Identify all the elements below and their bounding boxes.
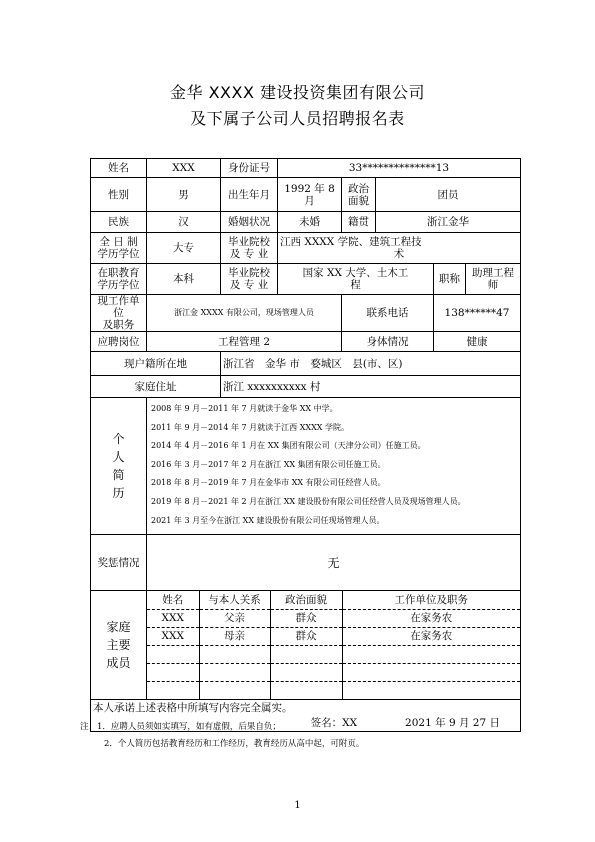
label-political-line-2: 面貌 [348, 194, 369, 207]
fam-unit [342, 681, 520, 699]
signature-date: 2021 年 9 月 27 日 [405, 717, 500, 730]
resume-entry: 2014 年 4 月－2016 年 1 月在 XX 集团有限公司（天津分公司）任施工员。 [151, 441, 426, 451]
value-native: 浙江金华 [376, 212, 521, 233]
fam-relation [199, 663, 270, 681]
value-ft-edu: 大专 [147, 233, 221, 264]
fam-header-relation: 与本人关系 [199, 591, 270, 609]
label-family-line-1: 家庭 [106, 620, 131, 634]
fam-header-political: 政治面貌 [270, 591, 342, 609]
fam-relation: 母亲 [199, 627, 270, 645]
label-pt-edu [91, 264, 147, 295]
label-gender: 性别 [91, 178, 147, 212]
label-position: 应聘岗位 [91, 332, 147, 352]
note-line-2: 2．个人简历包括教育经历和工作经历，教育经历从高中起，可附页。 [104, 739, 365, 749]
label-resume-char-3: 简 [112, 468, 125, 482]
value-pt-school [278, 264, 434, 295]
fam-name: XXX [147, 627, 199, 645]
label-residence: 现户籍所在地 [91, 352, 221, 376]
label-work-unit [91, 295, 147, 332]
resume-entry: 2011 年 9 月－2014 年 7 月就读于江西 XXXX 学院。 [151, 422, 350, 432]
fam-header-unit: 工作单位及职务 [342, 591, 520, 609]
fam-name: XXX [147, 609, 199, 627]
label-resume-char-1: 个 [112, 432, 125, 446]
resume-entry: 2019 年 8 月－2021 年 2 月在浙江 XX 建设股份有限公司任经营人员及现场管理人员。 [151, 496, 466, 506]
label-resume-char-4: 历 [112, 486, 125, 500]
value-health: 健康 [434, 332, 521, 352]
label-pt-school-line-2: 及 专 业 [229, 279, 269, 291]
label-family [91, 591, 147, 700]
fam-unit [342, 645, 520, 663]
fam-political: 群众 [270, 609, 342, 627]
label-phone: 联系电话 [342, 295, 434, 332]
fam-header-name: 姓名 [147, 591, 199, 609]
value-birth [278, 178, 342, 212]
note-line-1: 注：1．应聘人员须如实填写，如有虚假，后果自负； [80, 722, 281, 732]
value-pt-school-line-1: 国家 XX 大学、土木工 [302, 267, 409, 279]
label-birth: 出生年月 [221, 178, 278, 212]
label-work-unit-line-2: 及职务 [102, 319, 135, 331]
resume-entry: 2008 年 9 月－2011 年 7 月就读于金华 XX 中学。 [151, 404, 338, 413]
fam-political [270, 645, 342, 663]
label-family-line-2: 主要 [106, 638, 131, 652]
value-name: XXX [147, 159, 221, 178]
value-gender: 男 [147, 178, 221, 212]
form-title-line-1: 金华 XXXX 建设投资集团有限公司 [169, 83, 426, 102]
label-health: 身体情况 [342, 332, 434, 352]
page-number: 1 [294, 800, 301, 811]
label-ft-edu-line-2: 学历学位 [97, 248, 140, 260]
fam-unit: 在家务农 [342, 627, 520, 645]
value-ft-school-line-2: 术 [393, 248, 405, 260]
promise-text: 本人承诺上述表格中所填写内容完全属实。 [91, 700, 521, 716]
label-political [342, 178, 376, 212]
value-ft-school-line-1: 江西 XXXX 学院、建筑工程技 [280, 236, 422, 248]
label-marital: 婚姻状况 [221, 212, 278, 233]
value-birth-line-1: 1992 年 8 [284, 182, 335, 195]
value-pt-school-line-2: 程 [350, 279, 361, 291]
family-row [147, 681, 520, 699]
fam-political [270, 663, 342, 681]
resume-entry: 2021 年 3 月至今在浙江 XX 建设股份有限公司任现场管理人员。 [151, 515, 385, 525]
label-awards: 奖惩情况 [91, 535, 147, 591]
label-native: 籍贯 [342, 212, 376, 233]
family-members-table [147, 591, 521, 700]
resume-entries [147, 398, 521, 535]
label-ethnic: 民族 [91, 212, 147, 233]
value-political: 团员 [376, 178, 521, 212]
family-row [147, 627, 520, 645]
value-marital: 未婚 [278, 212, 342, 233]
resume-entry: 2018 年 8 月－2019 年 7 月在金华市 XX 有限公司任经营人员。 [151, 478, 386, 488]
value-birth-line-2: 月 [304, 194, 315, 207]
value-work-unit: 浙江金 XXXX 有限公司，现场管理人员 [147, 295, 342, 332]
fam-political [270, 681, 342, 699]
family-row [147, 663, 520, 681]
fam-relation [199, 645, 270, 663]
family-row [147, 609, 520, 627]
value-residence: 浙江省 金华 市 婺城区 县(市、区) [221, 352, 521, 376]
label-ft-school-line-1: 毕业院校 [228, 236, 270, 248]
label-resume-char-2: 人 [112, 450, 125, 464]
fam-political: 群众 [270, 627, 342, 645]
fam-relation [199, 681, 270, 699]
label-ft-school-line-2: 及 专 业 [229, 248, 269, 260]
form-notes [80, 719, 364, 753]
form-title-line-2: 及下属子公司人员招聘报名表 [190, 109, 405, 128]
label-pt-school-line-1: 毕业院校 [228, 267, 270, 279]
label-home: 家庭住址 [91, 376, 221, 398]
label-ft-edu [91, 233, 147, 264]
label-resume [91, 398, 147, 535]
fam-name [147, 645, 199, 663]
fam-unit [342, 663, 520, 681]
label-pt-school [221, 264, 278, 295]
value-awards: 无 [147, 535, 521, 591]
label-ft-edu-line-1: 全 日 制 [99, 236, 138, 248]
fam-name [147, 663, 199, 681]
registration-form-table [90, 158, 521, 732]
family-row [147, 645, 520, 663]
label-pt-edu-line-1: 在职教育 [97, 267, 140, 279]
signature-name: XX [342, 717, 358, 730]
value-home: 浙江 xxxxxxxxxx 村 [221, 376, 521, 398]
value-phone: 138******47 [434, 295, 521, 332]
value-position: 工程管理 2 [147, 332, 342, 352]
label-ft-school [221, 233, 278, 264]
family-inner-table [147, 591, 520, 699]
label-pt-edu-line-2: 学历学位 [97, 279, 140, 291]
fam-name [147, 681, 199, 699]
fam-unit: 在家务农 [342, 609, 520, 627]
label-name: 姓名 [91, 159, 147, 178]
label-political-line-1: 政治 [348, 182, 369, 195]
value-id: 33**************13 [278, 159, 521, 178]
label-id: 身份证号 [221, 159, 278, 178]
value-ethnic: 汉 [147, 212, 221, 233]
label-work-unit-line-1: 现工作单位 [97, 295, 140, 319]
label-title: 职称 [434, 264, 466, 295]
value-title: 助理工程师 [466, 264, 521, 295]
fam-relation: 父亲 [199, 609, 270, 627]
signature-label: 签名： [310, 717, 343, 730]
value-ft-school [278, 233, 521, 264]
resume-entry: 2016 年 3 月－2017 年 2 月在浙江 XX 集团有限公司任施工员。 [151, 459, 386, 469]
value-pt-edu: 本科 [147, 264, 221, 295]
label-family-line-3: 成员 [106, 656, 131, 670]
